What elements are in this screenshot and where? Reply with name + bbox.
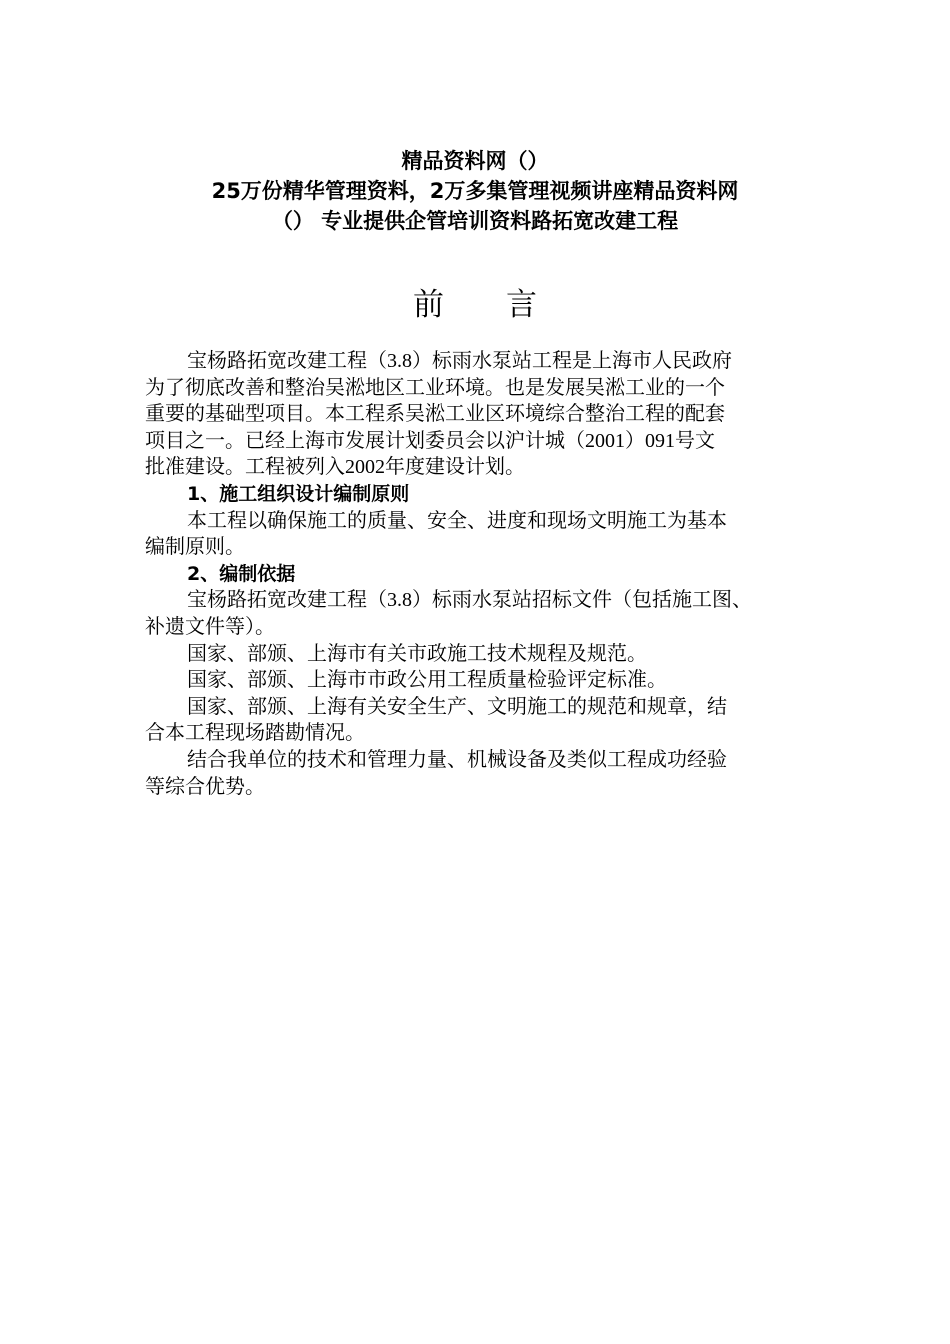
basis-item-5-line-2: 等综合优势。 [145,775,265,798]
basis-item-2: 国家、部颁、上海市有关市政施工技术规程及规范。 [187,642,647,665]
intro-paragraph-line-2: 为了彻底改善和整治吴淞地区工业环境。也是发展吴淞工业的一个 [145,376,725,399]
basis-item-5-line-1: 结合我单位的技术和管理力量、机械设备及类似工程成功经验 [187,748,727,771]
preface-title [120,283,830,327]
intro-paragraph-line-5: 批准建设。工程被列入2002年度建设计划。 [145,456,525,479]
basis-item-4-line-2: 合本工程现场踏勘情况。 [145,722,365,745]
preface-title-char-1: 前 [413,287,444,323]
section-1-paragraph-line-2: 编制原则。 [145,536,245,559]
basis-item-1-line-2: 补遗文件等）。 [145,615,275,638]
header-line-3: （） 专业提供企管培训资料路拓宽改建工程 [271,209,679,233]
basis-item-3: 国家、部颁、上海市市政公用工程质量检验评定标准。 [187,669,667,692]
header-line-1: 精品资料网（） [401,149,549,173]
document-header [120,146,830,236]
section-1-paragraph-line-1: 本工程以确保施工的质量、安全、进度和现场文明施工为基本 [187,509,727,532]
intro-paragraph-line-1: 宝杨路拓宽改建工程（3.8）标雨水泵站工程是上海市人民政府 [187,350,732,372]
section-2-heading: 2、编制依据 [187,562,296,585]
basis-item-1-line-1: 宝杨路拓宽改建工程（3.8）标雨水泵站招标文件（包括施工图、 [187,589,752,612]
document-body [145,348,815,800]
intro-paragraph-line-4: 项目之一。已经上海市发展计划委员会以沪计城（2001）091号文 [145,429,715,452]
header-line-2: 25万份精华管理资料，2万多集管理视频讲座精品资料网 [211,179,739,203]
section-1-heading: 1、施工组织设计编制原则 [187,482,410,505]
preface-title-char-2: 言 [506,287,537,323]
intro-paragraph-line-3: 重要的基础型项目。本工程系吴淞工业区环境综合整治工程的配套 [145,403,725,426]
basis-item-4-line-1: 国家、部颁、上海有关安全生产、文明施工的规范和规章，结 [187,695,727,718]
